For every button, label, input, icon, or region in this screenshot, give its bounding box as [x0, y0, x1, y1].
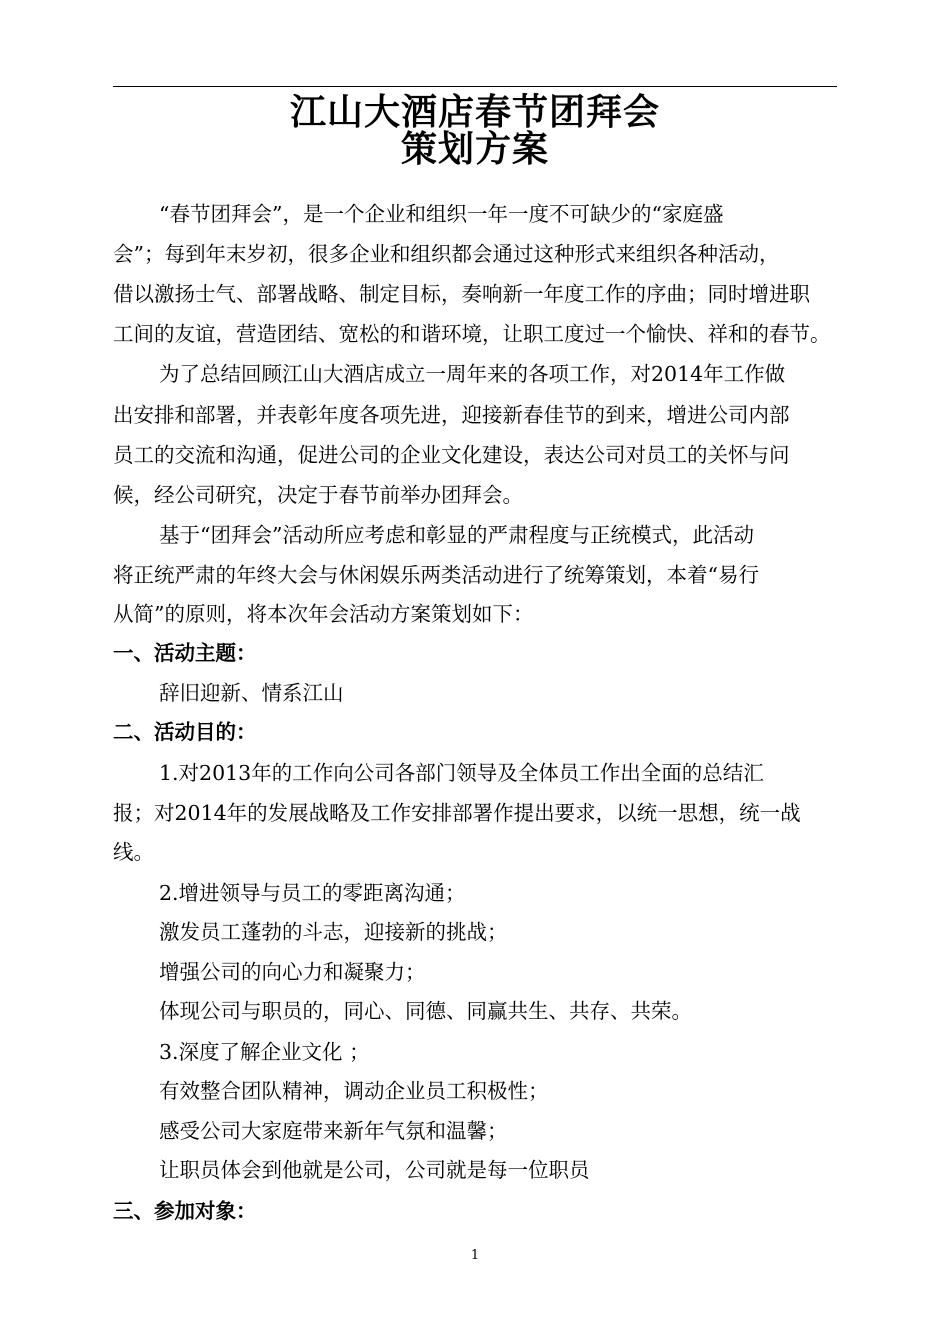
section-heading-theme: 一、活动主题：	[113, 641, 257, 665]
goal-line: 激发员工蓬勃的斗志，迎接新的挑战；	[159, 920, 508, 944]
goal-line: 体现公司与职员的，同心、同德、同赢共生、共存、共荣。	[159, 999, 692, 1023]
basis-line: 将正统严肃的年终大会与休闲娱乐两类活动进行了统筹策划，本着“易行	[113, 563, 759, 587]
section-heading-participants: 三、参加对象：	[113, 1199, 257, 1223]
purpose-line: 为了总结回顾江山大酒店成立一周年来的各项工作，对2014年工作做	[159, 362, 786, 386]
goal-line: 感受公司大家庭带来新年气氛和温馨；	[159, 1119, 508, 1143]
basis-line: 基于“团拜会”活动所应考虑和彰显的严肃程度与正统模式，此活动	[159, 523, 754, 547]
header-rule	[113, 86, 837, 87]
basis-line: 从简”的原则，将本次年会活动方案策划如下：	[113, 602, 534, 626]
document-title: 江山大酒店春节团拜会	[289, 91, 660, 133]
goal-line: 有效整合团队精神，调动企业员工积极性；	[159, 1079, 549, 1103]
goal-line: 线。	[113, 840, 154, 864]
goal-line: 让职员体会到他就是公司，公司就是每一位职员	[159, 1158, 590, 1182]
goal-line: 报；对2014年的发展战略及工作安排部署作提出要求，以统一思想，统一战	[113, 801, 801, 825]
goal-line: 1.对2013年的工作向公司各部门领导及全体员工作出全面的总结汇	[159, 761, 764, 785]
goal-line: 2.增进领导与员工的零距离沟通；	[159, 881, 466, 905]
page-number: 1	[470, 1248, 480, 1263]
intro-line: “春节团拜会”，是一个企业和组织一年一度不可缺少的“家庭盛	[159, 202, 724, 226]
intro-line: 工间的友谊，营造团结、宽松的和谐环境，让职工度过一个愉快、祥和的春节。	[113, 322, 831, 346]
purpose-line: 候，经公司研究，决定于春节前举办团拜会。	[113, 483, 523, 507]
section-heading-goals: 二、活动目的：	[113, 720, 257, 744]
goal-line: 增强公司的向心力和凝聚力；	[159, 960, 426, 984]
theme-text: 辞旧迎新、情系江山	[159, 681, 344, 705]
goal-line: 3.深度了解企业文化 ；	[159, 1040, 370, 1064]
intro-line: 会”；每到年末岁初，很多企业和组织都会通过这种形式来组织各种活动，	[113, 242, 780, 266]
purpose-line: 出安排和部署，并表彰年度各项先进，迎接新春佳节的到来，增进公司内部	[113, 403, 790, 427]
intro-line: 借以激扬士气、部署战略、制定目标，奏响新一年度工作的序曲；同时增进职	[113, 282, 810, 306]
purpose-line: 员工的交流和沟通，促进公司的企业文化建设，表达公司对员工的关怀与问	[113, 443, 790, 467]
document-subtitle: 策划方案	[400, 128, 549, 170]
